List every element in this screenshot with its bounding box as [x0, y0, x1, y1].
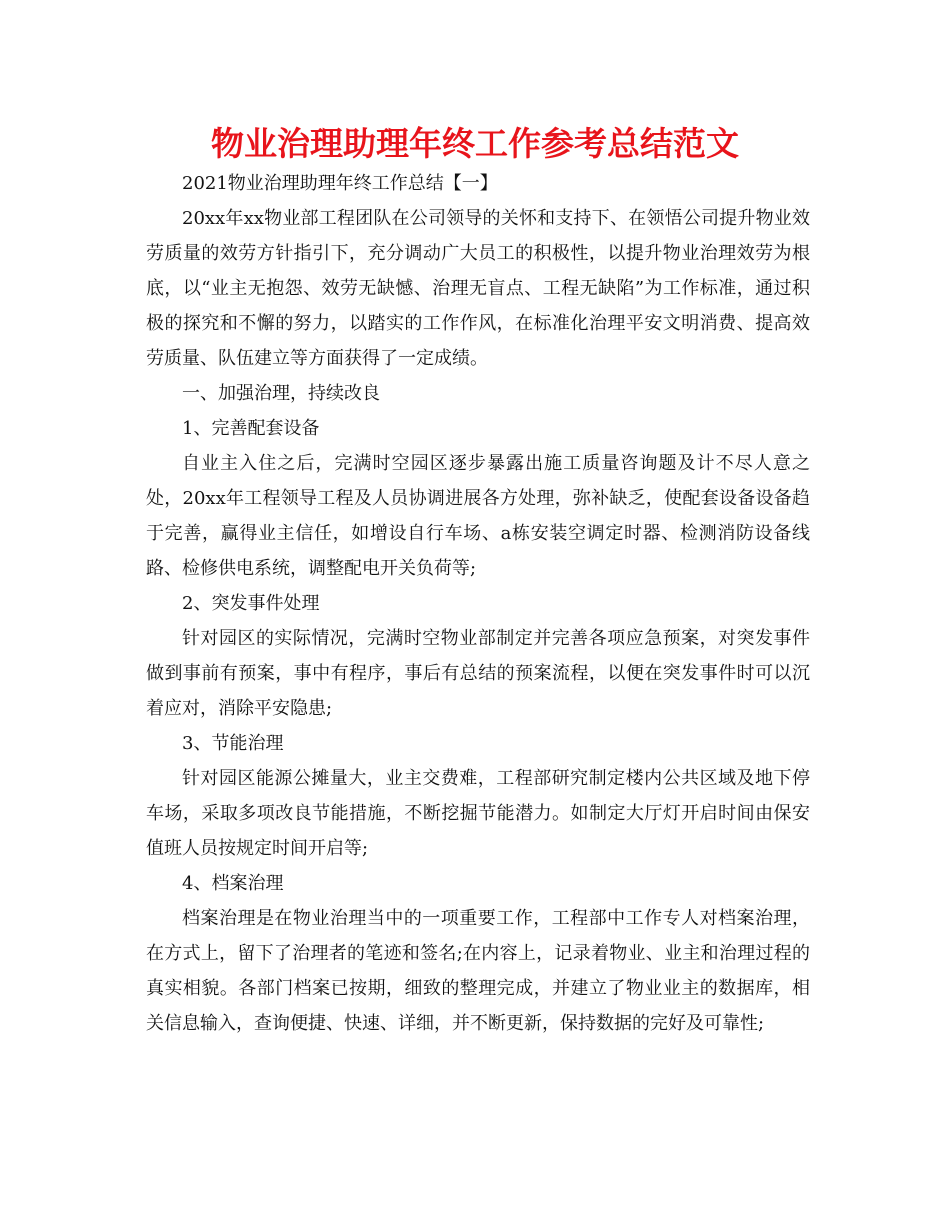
section-heading-1: 一、加强治理，持续改良 [182, 383, 380, 404]
item-heading-2: 2、突发事件处理 [182, 593, 320, 614]
item-paragraph-4: 档案治理是在物业治理当中的一项重要工作，工程部中工作专人对档案治理，在方式上，留下了治理者的笔迹和签名;在内容上，记录着物业、业主和治理过程的真实相貌。各部门档案已按期，细致的整理完成，并建立了物业业主的数据库，相关信息输入，查询便捷、快速、详细，并不断更新，保持数据的完好及可靠性; [146, 908, 810, 1034]
item-paragraph-3: 针对园区能源公摊量大，业主交费难，工程部研究制定楼内公共区域及地下停车场，采取多项改良节能措施，不断挖掘节能潜力。如制定大厅灯开启时间由保安值班人员按规定时间开启等; [146, 768, 810, 859]
item-heading-4: 4、档案治理 [182, 873, 284, 894]
item-heading-3: 3、节能治理 [182, 733, 284, 754]
document-title: 物业治理助理年终工作参考总结范文 [211, 124, 739, 163]
subtitle-paragraph: 2021物业治理助理年终工作总结【一】 [182, 173, 498, 194]
document-body [146, 166, 810, 1041]
item-heading-1: 1、完善配套设备 [182, 418, 320, 439]
intro-paragraph: 20xx年xx物业部工程团队在公司领导的关怀和支持下、在领悟公司提升物业效劳质量的效劳方针指引下，充分调动广大员工的积极性，以提升物业治理效劳为根底，以“业主无抱怨、效劳无缺憾、治理无盲点、工程无缺陷”为工作标准，通过积极的探究和不懈的努力，以踏实的工作作风，在标准化治理平安文明消费、提高效劳质量、队伍建立等方面获得了一定成绩。 [146, 208, 810, 369]
item-paragraph-2: 针对园区的实际情况，完满时空物业部制定并完善各项应急预案，对突发事件做到事前有预案，事中有程序，事后有总结的预案流程，以便在突发事件时可以沉着应对，消除平安隐患; [146, 628, 810, 719]
item-paragraph-1: 自业主入住之后，完满时空园区逐步暴露出施工质量咨询题及计不尽人意之处，20xx年工程领导工程及人员协调进展各方处理，弥补缺乏，使配套设备设备趋于完善，赢得业主信任，如增设自行车场、a栋安装空调定时器、检测消防设备线路、检修供电系统，调整配电开关负荷等; [146, 453, 810, 579]
